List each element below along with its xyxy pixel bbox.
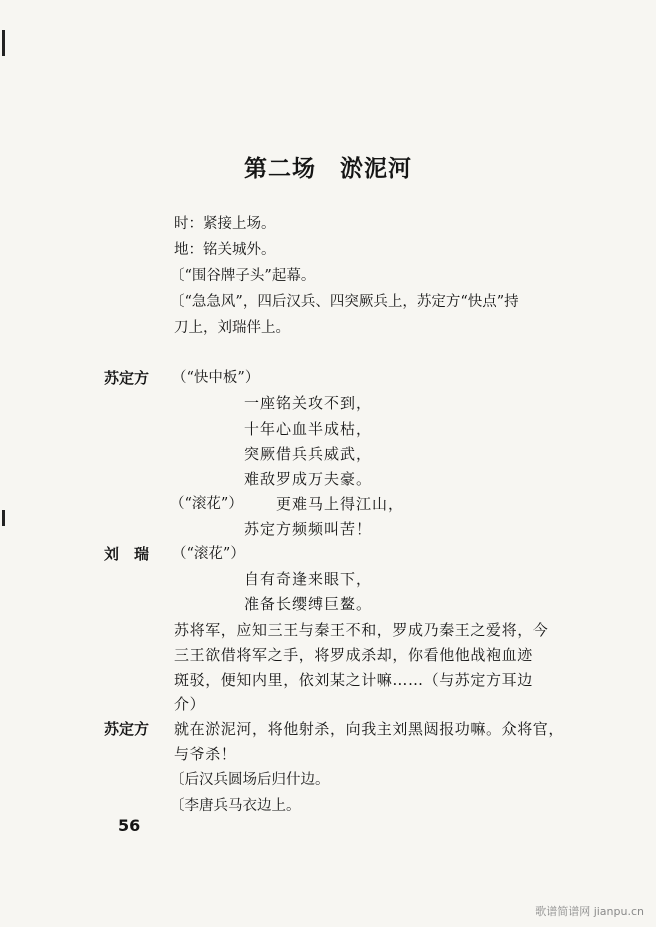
tune-label: （“滚花”） [172,546,245,562]
stage-direction-time: 时：紧接上场。 [174,216,276,232]
lyric-line: 准备长缨缚巨鳌。 [244,595,373,613]
lyric-line: 更难马上得江山， [276,495,405,513]
stage-direction-place: 地：铭关城外。 [174,242,276,258]
lyric-line: 自有奇逢来眼下， [244,570,373,588]
stage-direction: 〔“急急风”，四后汉兵、四突厥兵上，苏定方“快点”持 [170,294,519,310]
dialogue-line: 与爷杀！ [174,745,237,763]
tune-label: （“滚花”） [170,496,243,512]
dialogue-line: 就在淤泥河，将他射杀，向我主刘黑闼报功嘛。众将官， [174,720,565,738]
stage-direction: 〔后汉兵圆场后归什边。 [170,772,330,788]
tune-label: （“快中板”） [172,370,260,386]
dialogue-line: 斑驳，便知内里，依刘某之计嘛……（与苏定方耳边 [174,671,533,689]
speaker-name: 刘 瑞 [104,545,150,563]
lyric-line: 苏定方频频叫苦！ [244,520,373,538]
binding-mark [2,510,5,526]
page-title: 第二场 淤泥河 [244,156,412,182]
dialogue-line: 三王欲借将军之手，将罗成杀却，你看他他战袍血迹 [174,646,533,664]
speaker-name: 苏定方 [104,369,150,387]
lyric-line: 突厥借兵兵威武， [244,445,373,463]
dialogue-line: 介） [174,695,206,713]
speaker-name: 苏定方 [104,720,150,738]
stage-direction: 刀上，刘瑞伴上。 [174,320,290,336]
stage-direction: 〔李唐兵马衣边上。 [170,798,301,814]
dialogue-line: 苏将军，应知三王与秦王不和，罗成乃秦王之爱将，今 [174,621,549,639]
stage-direction: 〔“围谷牌子头”起幕。 [170,268,316,284]
watermark-text: 歌谱简谱网 jianpu.cn [535,905,644,918]
page-number: 56 [118,816,141,835]
binding-mark [2,30,5,56]
lyric-line: 一座铭关攻不到， [244,394,373,412]
lyric-line: 十年心血半成枯， [244,420,373,438]
lyric-line: 难敌罗成万夫豪。 [244,470,373,488]
